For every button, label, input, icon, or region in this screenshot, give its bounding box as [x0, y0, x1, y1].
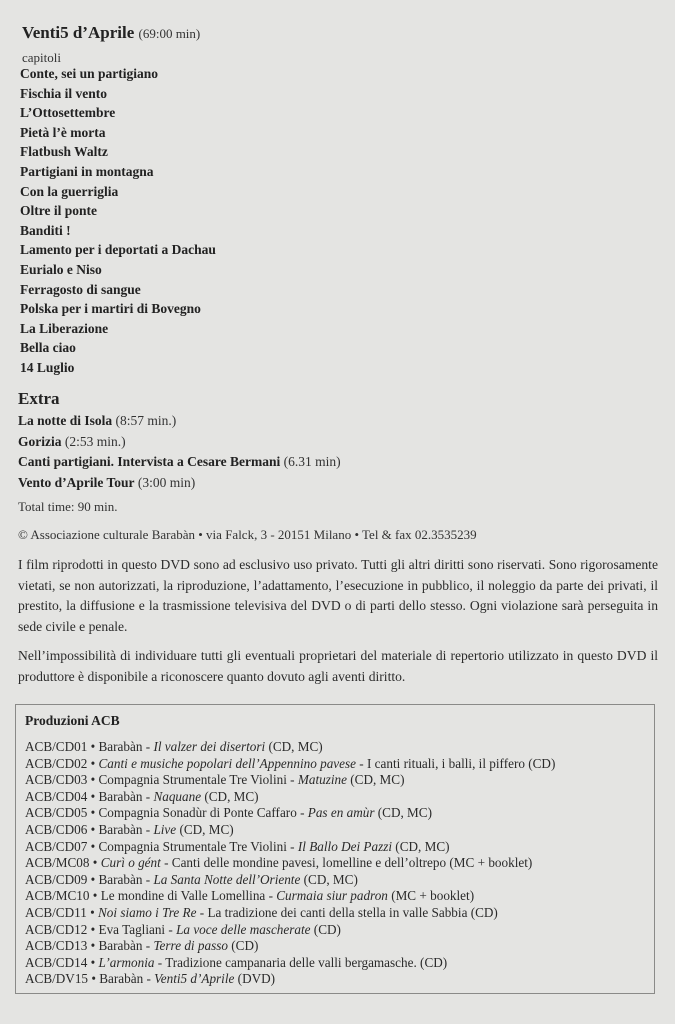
production-artist: Le mondine di Valle Lomellina - [100, 888, 277, 904]
production-code: ACB/CD09 [25, 871, 88, 887]
extra-duration: (8:57 min.) [115, 413, 177, 428]
production-artist: Compagnia Strumentale Tre Violini - [98, 772, 298, 788]
chapter-item: Flatbush Waltz [20, 144, 108, 160]
chapter-item: Banditi ! [20, 222, 71, 238]
production-item: ACB/CD02 • Canti e musiche popolari dell’Appennino pavese - I canti rituali, i balli, il piffero (CD) [25, 755, 556, 771]
production-title: L’armonia [98, 954, 155, 970]
production-code: ACB/CD01 [25, 739, 88, 754]
extra-duration: (6.31 min) [283, 454, 341, 469]
production-code: ACB/MC08 [25, 855, 90, 871]
production-code: ACB/CD07 [25, 838, 88, 854]
archive-paragraph: Nell’impossibilità di individuare tutti gli eventuali proprietari del materiale di repertorio utilizzato in questo DVD il produttore è disponibile a riconoscere quanto dovuto agli aventi diritto. [18, 648, 658, 684]
production-title: Naquane [153, 788, 202, 804]
extra-item [18, 432, 341, 453]
extra-item [18, 452, 341, 473]
extra-duration: (2:53 min.) [64, 433, 126, 449]
production-title: Curmaia siur padron [276, 888, 388, 904]
chapter-item: Polska per i martiri di Bovegno [20, 301, 201, 317]
production-format: - Canti delle mondine pavesi, lomelline e dell’oltrepo (MC + booklet) [160, 855, 533, 871]
chapter-item: 14 Luglio [20, 359, 75, 375]
chapter-item: Conte, sei un partigiano [20, 66, 159, 81]
productions-list [25, 739, 555, 988]
extra-list [18, 411, 341, 493]
chapter-item: Oltre il ponte [20, 203, 97, 219]
production-item: ACB/CD11 • Noi siamo i Tre Re - La tradizione dei canti della stella in valle Sabbia (CD) [25, 904, 498, 920]
production-item: ACB/CD14 • L’armonia - Tradizione campanaria delle valli bergamasche. (CD) [25, 954, 448, 970]
production-code: ACB/CD04 [25, 788, 88, 804]
production-title: Il valzer dei disertori [153, 739, 266, 754]
production-artist: Barabàn - [99, 971, 155, 987]
chapter-list [20, 64, 216, 378]
production-title: Canti e musiche popolari dell’Appennino pavese [98, 755, 356, 771]
extra-title: Gorizia [18, 433, 62, 449]
production-format: (CD) [310, 921, 341, 937]
production-item: ACB/CD07 • Compagnia Strumentale Tre Violini - Il Ballo Dei Pazzi (CD, MC) [25, 838, 450, 854]
extra-title: Canti partigiani. Intervista a Cesare Bermani [18, 454, 281, 469]
production-item: ACB/DV15 • Barabàn - Venti5 d’Aprile (DVD) [25, 971, 276, 987]
production-code: ACB/MC10 [25, 888, 90, 904]
production-format: (CD) [227, 938, 259, 954]
chapter-item: Ferragosto di sangue [20, 281, 141, 297]
production-title: Venti5 d’Aprile [154, 971, 235, 987]
production-item: ACB/MC10 • Le mondine di Valle Lomellina - Curmaia siur padron (MC + booklet) [25, 888, 475, 904]
total-time: Total time: 90 min. [18, 499, 118, 514]
production-format: (CD, MC) [265, 739, 323, 754]
production-format: (CD, MC) [346, 772, 405, 788]
production-artist: Eva Tagliani - [98, 921, 177, 937]
chapter-item: Eurialo e Niso [20, 261, 102, 277]
production-title: Pas en amùr [307, 805, 375, 821]
extra-duration: (3:00 min) [137, 474, 196, 490]
production-item: ACB/CD06 • Barabàn - Live (CD, MC) [25, 821, 234, 837]
production-item: ACB/MC08 • Curì o gént - Canti delle mondine pavesi, lomelline e dell’oltrepo (MC + booklet) [25, 855, 533, 871]
production-artist: Compagnia Sonadùr di Ponte Caffaro - [98, 805, 308, 821]
extra-heading: Extra [18, 389, 60, 408]
production-artist: Barabàn - [98, 788, 154, 804]
extra-title: La notte di Isola [18, 413, 113, 428]
production-code: ACB/CD03 [25, 772, 88, 788]
extra-item [18, 473, 341, 494]
page-title [22, 23, 200, 43]
production-code: ACB/CD12 [25, 921, 88, 937]
production-code: ACB/CD06 [25, 821, 88, 837]
chapter-item: L’Ottosettembre [20, 105, 116, 121]
production-format: (CD, MC) [176, 821, 234, 837]
production-artist: Barabàn - [98, 871, 154, 887]
rights-paragraph: I film riprodotti in questo DVD sono ad esclusivo uso privato. Tutti gli altri diritti sono riservati. Sono rigorosamente vietati, se non autorizzati, la riproduzione, l’adattamento, l’esecuzione in pubblico, il noleggio da parte dei privati, il prestito, la diffusione e la trasmissione televisiva del DVD o di parti dello stesso. Ogni violazione sarà perseguita in sede civile e penale. [18, 557, 658, 634]
extra-title: Vento d’Aprile Tour [18, 474, 135, 490]
extra-item [18, 411, 341, 432]
chapter-item: Lamento per i deportati a Dachau [20, 242, 216, 258]
chapter-item: La Liberazione [20, 320, 109, 336]
production-title: Live [153, 821, 177, 837]
production-artist: Barabàn - [98, 739, 154, 754]
production-title: La voce delle mascherate [176, 921, 311, 937]
production-code: ACB/CD13 [25, 938, 88, 954]
production-item: ACB/CD01 • Barabàn - Il valzer dei disertori (CD, MC) [25, 739, 323, 754]
productions-box [15, 704, 655, 994]
production-artist: Compagnia Strumentale Tre Violini - [98, 838, 298, 854]
production-format: - I canti rituali, i balli, il piffero (CD) [356, 755, 556, 771]
chapter-item: Fischia il vento [20, 85, 107, 101]
production-format: (CD, MC) [392, 838, 450, 854]
production-artist: Barabàn - [98, 821, 154, 837]
production-code: ACB/CD02 [25, 755, 88, 771]
production-format: - La tradizione dei canti della stella in valle Sabbia (CD) [196, 904, 498, 920]
production-title: Il Ballo Dei Pazzi [297, 838, 392, 854]
title-duration: (69:00 min) [138, 26, 201, 41]
production-title: Noi siamo i Tre Re [98, 904, 197, 920]
production-artist: Barabàn - [98, 938, 154, 954]
production-format: (CD, MC) [201, 788, 259, 804]
chapter-item: Con la guerriglia [20, 183, 119, 199]
production-code: ACB/CD14 [25, 954, 88, 970]
production-code: ACB/CD05 [25, 805, 88, 821]
production-item: ACB/CD12 • Eva Tagliani - La voce delle mascherate (CD) [25, 921, 341, 937]
copyright-line: © Associazione culturale Barabàn • via Falck, 3 - 20151 Milano • Tel & fax 02.3535239 [18, 527, 477, 542]
production-title: Terre di passo [153, 938, 228, 954]
production-item: ACB/CD05 • Compagnia Sonadùr di Ponte Caffaro - Pas en amùr (CD, MC) [25, 805, 432, 821]
production-title: Matuzine [297, 772, 347, 788]
productions-heading: Produzioni ACB [25, 713, 120, 728]
production-format: (CD, MC) [374, 805, 432, 821]
chapter-item: Pietà l’è morta [20, 124, 106, 140]
production-item: ACB/CD09 • Barabàn - La Santa Notte dell’Oriente (CD, MC) [25, 871, 358, 887]
production-item: ACB/CD04 • Barabàn - Naquane (CD, MC) [25, 788, 259, 804]
production-title: La Santa Notte dell’Oriente [153, 871, 301, 887]
production-format: (DVD) [234, 971, 276, 987]
production-format: (MC + booklet) [387, 888, 475, 904]
production-format: (CD, MC) [300, 871, 358, 887]
chapter-item: Partigiani in montagna [20, 163, 154, 179]
production-format: - Tradizione campanaria delle valli bergamasche. (CD) [154, 954, 448, 970]
production-code: ACB/DV15 [25, 971, 89, 987]
production-title: Curì o gént [100, 855, 161, 871]
chapter-item: Bella ciao [20, 340, 76, 356]
production-item: ACB/CD03 • Compagnia Strumentale Tre Violini - Matuzine (CD, MC) [25, 772, 405, 788]
chapters-label: capitoli [22, 50, 61, 65]
production-code: ACB/CD11 [25, 904, 87, 920]
title-text: Venti5 d’Aprile [22, 23, 135, 42]
production-item: ACB/CD13 • Barabàn - Terre di passo (CD) [25, 938, 259, 954]
